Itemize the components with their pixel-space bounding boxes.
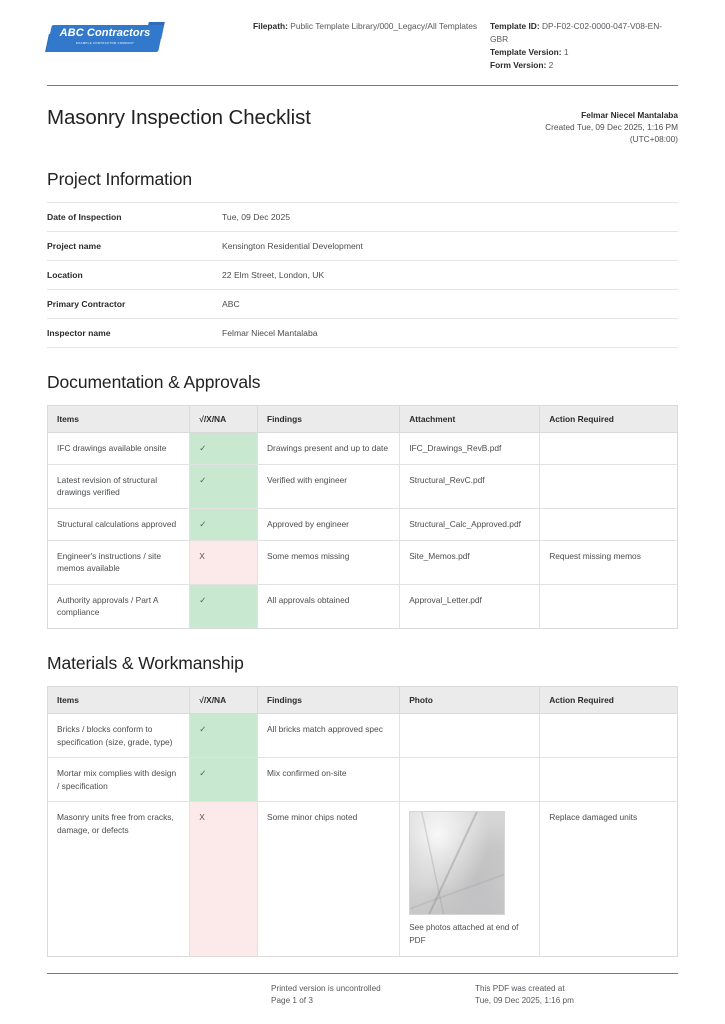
cell-action: [540, 584, 678, 628]
project-information-table: [47, 202, 678, 348]
cell-findings: Some memos missing: [257, 540, 399, 584]
table-row: [47, 261, 678, 290]
cell-item: Bricks / blocks conform to specification (size, grade, type): [48, 713, 190, 757]
footer-uncontrolled-note: Printed version is uncontrolled: [271, 983, 381, 993]
section-heading-documentation-approvals: Documentation & Approvals: [47, 372, 261, 393]
template-version-value: 1: [563, 47, 569, 58]
abc-contractors-logo: [47, 22, 163, 56]
cell-photo: [400, 713, 540, 757]
cell-mark: ✓: [190, 433, 258, 465]
header-divider: [47, 85, 678, 86]
documentation-approvals-table: [47, 405, 678, 629]
form-version-row: [490, 59, 678, 72]
column-header-findings: Findings: [257, 406, 399, 433]
info-label: Project name: [47, 241, 101, 252]
footer-spacer: [47, 983, 271, 1008]
logo-container: [47, 14, 253, 56]
cell-findings: Some minor chips noted: [257, 802, 399, 957]
info-label: Primary Contractor: [47, 299, 126, 310]
title-row: [47, 106, 678, 145]
cell-attachment: Structural_Calc_Approved.pdf: [400, 508, 540, 540]
info-value: 22 Elm Street, London, UK: [222, 270, 325, 281]
info-value: Kensington Residential Development: [222, 241, 363, 252]
template-id-label: Template ID:: [490, 21, 540, 31]
column-header-mark: √/X/NA: [190, 686, 258, 713]
form-version-label: Form Version:: [490, 60, 547, 71]
section-heading-project-information: Project Information: [47, 169, 192, 190]
footer-divider: [47, 973, 678, 974]
table-row: [47, 290, 678, 319]
info-label: Location: [47, 270, 83, 281]
table-row: [48, 540, 678, 584]
cell-attachment: Approval_Letter.pdf: [400, 584, 540, 628]
cell-attachment: Site_Memos.pdf: [400, 540, 540, 584]
footer-columns: [47, 983, 678, 1008]
document-created-date: Created Tue, 09 Dec 2025, 1:16 PM: [545, 122, 678, 133]
cell-mark: ✓: [190, 584, 258, 628]
footer-page-number: Page 1 of 3: [271, 996, 313, 1006]
column-header-attachment: Attachment: [400, 406, 540, 433]
table-row: [48, 433, 678, 465]
footer-created-label: This PDF was created at: [475, 983, 565, 993]
table-row: [48, 713, 678, 757]
table-row: [48, 508, 678, 540]
cell-action: [540, 464, 678, 508]
cell-mark: ✓: [190, 713, 258, 757]
cell-mark: ✓: [190, 758, 258, 802]
page-title: Masonry Inspection Checklist: [47, 106, 311, 130]
cell-findings: All approvals obtained: [257, 584, 399, 628]
info-label: Inspector name: [47, 328, 111, 339]
table-row: [48, 464, 678, 508]
column-header-findings: Findings: [257, 686, 399, 713]
column-header-photo: Photo: [400, 686, 540, 713]
cell-action: Request missing memos: [540, 540, 678, 584]
cell-findings: Verified with engineer: [257, 464, 399, 508]
cell-attachment: Structural_RevC.pdf: [400, 464, 540, 508]
info-label: Date of Inspection: [47, 212, 122, 223]
footer-created-value: Tue, 09 Dec 2025, 1:16 pm: [475, 996, 574, 1006]
cell-attachment: IFC_Drawings_RevB.pdf: [400, 433, 540, 465]
logo-company-name: ABC Contractors: [59, 27, 151, 39]
cell-action: Replace damaged units: [549, 812, 638, 823]
document-author: Felmar Niecel Mantalaba: [581, 110, 678, 121]
cell-findings: Approved by engineer: [257, 508, 399, 540]
cell-action: [540, 758, 678, 802]
table-row: [48, 802, 678, 957]
cell-mark: ✓: [190, 464, 258, 508]
cell-item: Authority approvals / Part A compliance: [48, 584, 190, 628]
document-header: [47, 0, 678, 72]
cell-findings: Mix confirmed on-site: [257, 758, 399, 802]
cell-action: [540, 508, 678, 540]
template-version-row: [490, 46, 678, 59]
form-version-value: 2: [548, 60, 554, 71]
table-row: [47, 319, 678, 348]
table-row: [47, 232, 678, 261]
document-footer: [47, 973, 678, 1008]
document-created-timezone: (UTC+08:00): [629, 134, 678, 145]
title-meta: [545, 106, 678, 145]
footer-right-block: [475, 983, 678, 1008]
cell-item: Mortar mix complies with design / specification: [48, 758, 190, 802]
materials-workmanship-table: [47, 686, 678, 957]
cell-item: Engineer's instructions / site memos available: [48, 540, 190, 584]
cell-mark: ✓: [190, 508, 258, 540]
table-row: [48, 758, 678, 802]
section-heading-materials-workmanship: Materials & Workmanship: [47, 652, 244, 673]
column-header-items: Items: [48, 406, 190, 433]
column-header-items: Items: [48, 686, 190, 713]
cell-item: IFC drawings available onsite: [48, 433, 190, 465]
table-row: [47, 203, 678, 232]
table-row: [48, 584, 678, 628]
logo-company-subtitle: EXAMPLE CONTRACTOR COMPANY: [75, 40, 135, 46]
cell-action: [540, 433, 678, 465]
info-value: ABC: [222, 299, 240, 310]
filepath-label: Filepath:: [253, 21, 288, 31]
cell-findings: All bricks match approved spec: [257, 713, 399, 757]
cell-photo: [400, 758, 540, 802]
cell-findings: Drawings present and up to date: [257, 433, 399, 465]
filepath-block: [253, 14, 478, 33]
table-header-row: [48, 686, 678, 713]
template-version-label: Template Version:: [490, 47, 562, 58]
cell-item: Latest revision of structural drawings verified: [48, 464, 190, 508]
cell-mark: X: [190, 802, 258, 957]
cell-mark: X: [190, 540, 258, 584]
column-header-mark: √/X/NA: [190, 406, 258, 433]
cell-photo: [400, 802, 540, 957]
template-id-value: DP-F02-C02-0000-047-V08-EN-GBR: [490, 21, 663, 45]
cell-item: Masonry units free from cracks, damage, or defects: [48, 802, 190, 957]
info-value: Felmar Niecel Mantalaba: [222, 328, 318, 339]
filepath-value: Public Template Library/000_Legacy/All Templates: [290, 21, 478, 31]
template-id-row: [490, 20, 678, 46]
column-header-action: Action Required: [540, 406, 678, 433]
table-header-row: [48, 406, 678, 433]
cell-item: Structural calculations approved: [48, 508, 190, 540]
photo-caption: See photos attached at end of PDF: [409, 923, 519, 945]
footer-left-block: [271, 983, 475, 1008]
masonry-crack-photo[interactable]: [409, 811, 505, 915]
column-header-action: Action Required: [540, 686, 678, 713]
info-value: Tue, 09 Dec 2025: [222, 212, 290, 223]
cell-action: [540, 713, 678, 757]
template-meta-block: [478, 14, 678, 72]
